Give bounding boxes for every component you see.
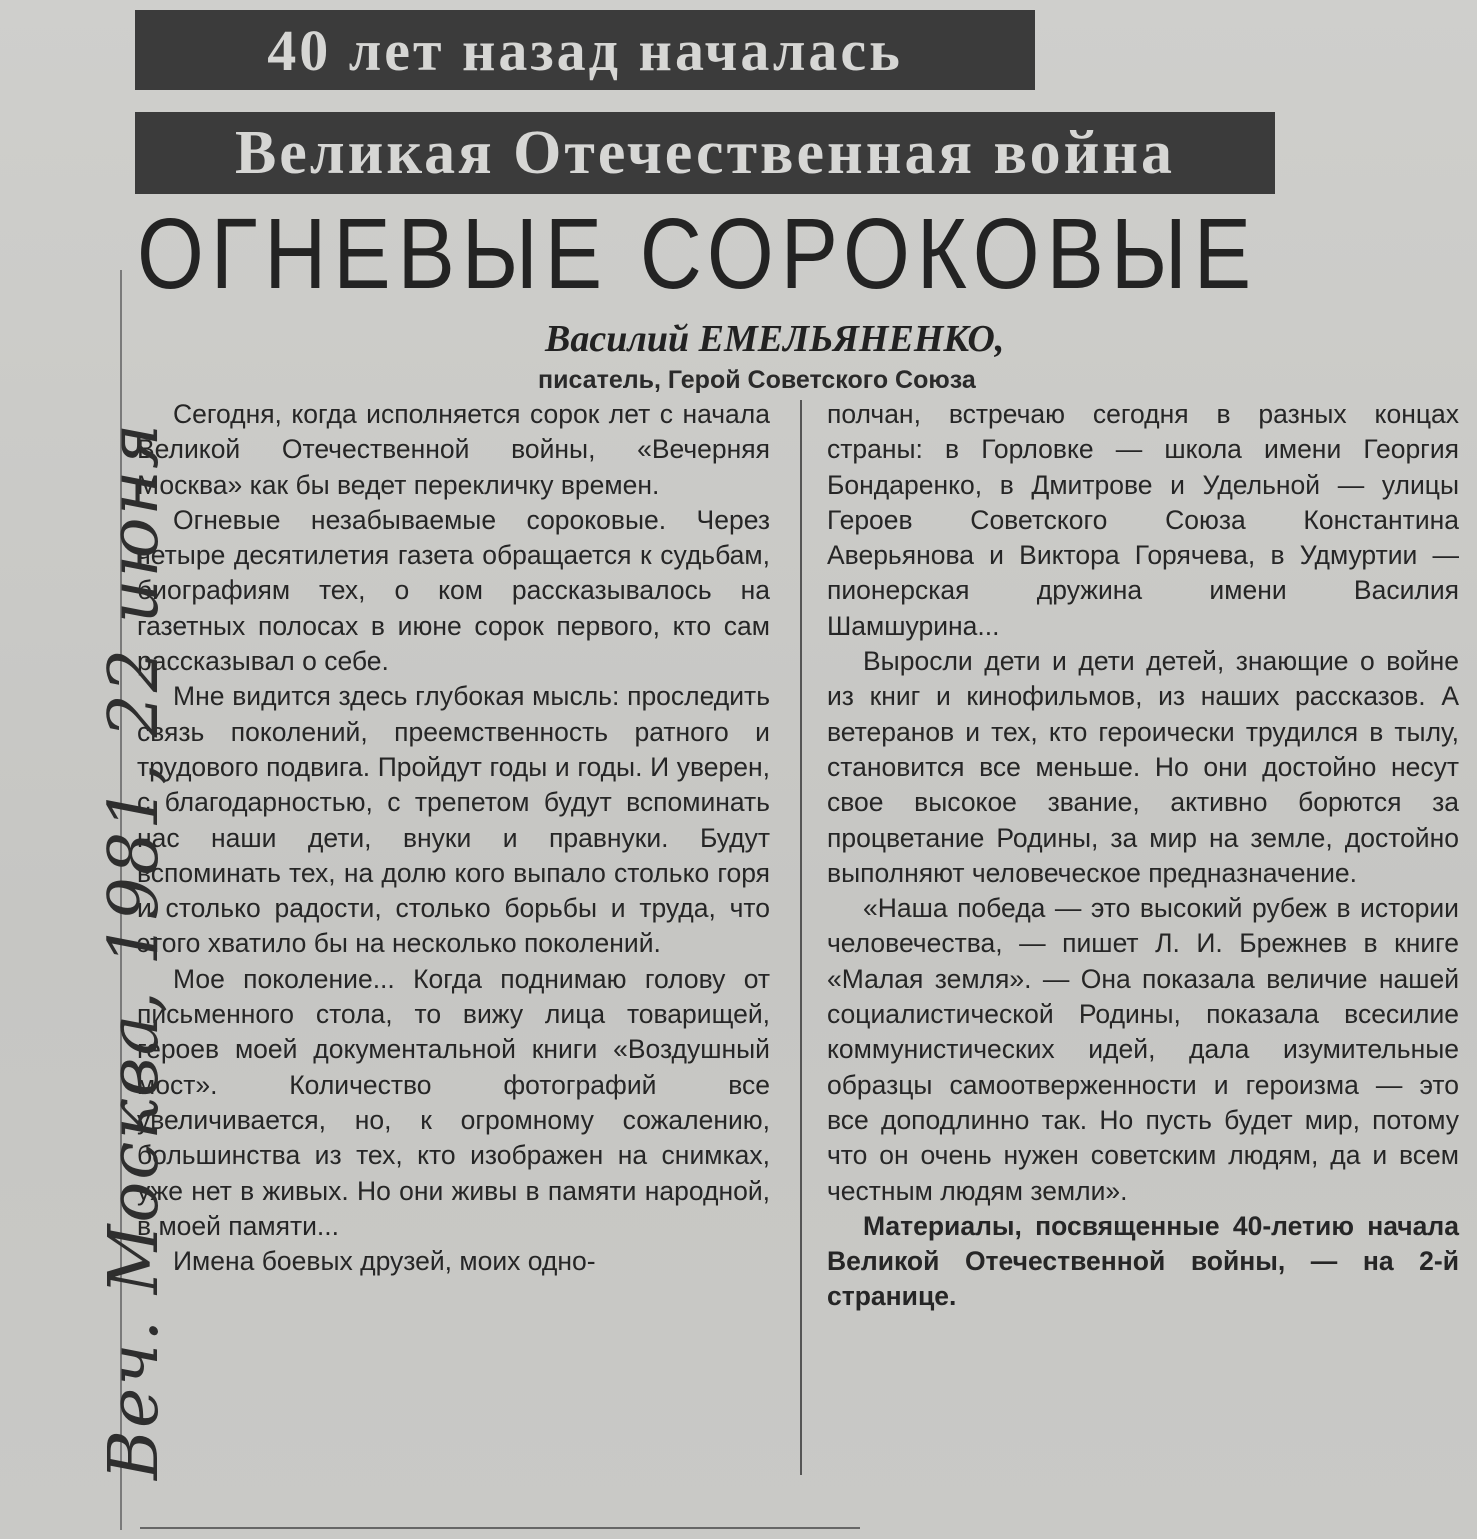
kicker-text: 40 лет назад началась: [267, 17, 903, 83]
kicker-band: [135, 10, 1035, 90]
article-column-2: [827, 397, 1459, 1315]
paragraph: Огневые незабываемые сороковые. Через четыре десятилетия газета обращается к судьбам, биографиям тех, о ком рассказывалось на газетных полосах в июне сорок первого, кто сам рассказывал о себе.: [137, 504, 770, 677]
editorial-note: Материалы, посвященные 40-летию начала Великой Отечественной войны, — на 2-й странице.: [827, 1210, 1459, 1312]
paragraph: полчан, встречаю сегодня в разных концах страны: в Горловке — школа имени Георгия Бондаренко, в Дмитрове и Удельной — улицы Героев Советского Союза Константина Аверьянова и Виктора Горячева, в Удмуртии — пионерская дружина имени Василия Шамшурина...: [827, 399, 1459, 641]
paragraph: Мне видится здесь глубокая мысль: проследить связь поколений, преемственность ратного и трудового подвига. Пройдут годы и годы. И уверен, с благодарностью, с трепетом будут вспоминать нас наши дети, внуки и правнуки. Будут вспоминать тех, на долю кого выпало столько горя и столько радости, столько борьбы и труда, что этого хватило бы на несколько поколений.: [137, 681, 770, 959]
paragraph: «Наша победа — это высокий рубеж в истории человечества, — пишет Л. И. Брежнев в книге «Малая земля». — Она показала величие нашей социалистической Родины, показала всесилие коммунистических идей, дала изумительные образцы самоотверженности и героизма — это все доподлинно так. Но пусть будет мир, потому что он очень нужен советским людям, да и всем честным людям земли».: [827, 893, 1459, 1206]
banner-band: [135, 112, 1275, 194]
banner-text: Великая Отечественная война: [234, 118, 1176, 187]
paragraph: Мое поколение... Когда поднимаю голову от письменного стола, то вижу лица товарищей, героев моей документальной книги «Воздушный мост». Количество фотографий все увеличивается, но, к огромному сожалению, большинства из тех, кто изображен на снимках, уже нет в живых. Но они живы в памяти народной, в моей памяти...: [137, 963, 770, 1241]
bottom-rule: [140, 1527, 860, 1529]
column-divider: [800, 400, 802, 1475]
author-name: Василий ЕМЕЛЬЯНЕНКО,: [545, 318, 1005, 360]
article-column-1: [137, 397, 770, 1279]
paragraph: Выросли дети и дети детей, знающие о войне из книг и кинофильмов, из наших рассказов. А ветеранов и тех, кто героически трудился в тылу, становится все меньше. Но они достойно несут свое высокое звание, активно борются за процветание Родины, за мир на земле, достойно выполняют человеческое предназначение.: [827, 646, 1459, 888]
author-role: писатель, Герой Советского Союза: [538, 366, 976, 394]
headline: ОГНЕВЫЕ СОРОКОВЫЕ: [137, 198, 1258, 310]
paragraph: Сегодня, когда исполняется сорок лет с начала Великой Отечественной войны, «Вечерняя Москва» как бы ведет перекличку времен.: [137, 399, 770, 500]
handwritten-source-note: Веч. Москва, 1981, 22 июня: [95, 421, 174, 1480]
paragraph: Имена боевых друзей, моих одно-: [173, 1246, 596, 1277]
